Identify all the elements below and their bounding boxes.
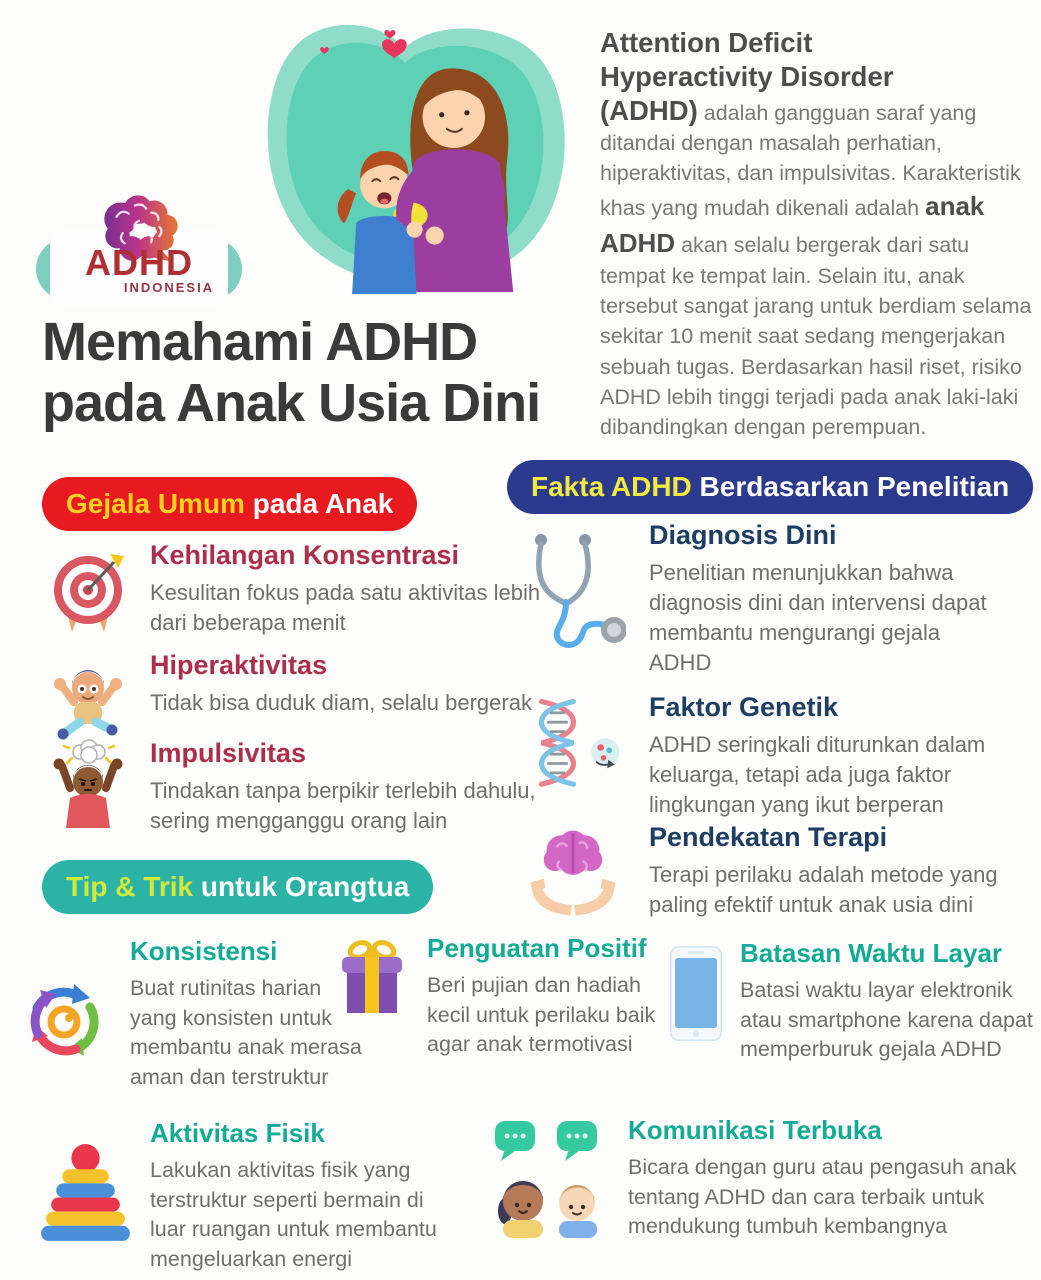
tip-desc: Buat rutinitas harian yang konsisten untuk membantu anak merasa aman dan terstruktur xyxy=(130,976,362,1089)
symptom-desc: Tindakan tanpa berpikir terlebih dahulu, sering mengganggu orang lain xyxy=(150,778,536,833)
logo-subtitle: INDONESIA xyxy=(123,280,215,295)
page-title xyxy=(42,312,540,434)
logo-wordmark: ADHD xyxy=(85,242,193,283)
intro-heading-line2: Hyperactivity Disorder xyxy=(600,61,894,93)
hyperactive-child-icon xyxy=(42,650,134,742)
circular-arrows-icon xyxy=(14,970,114,1093)
tips-badge-rest: untuk Orangtua xyxy=(193,871,410,902)
tip-title: Aktivitas Fisik xyxy=(150,1118,325,1148)
impulsive-child-icon xyxy=(42,738,134,836)
symptom-item-impulsivitas xyxy=(42,738,580,836)
facts-section-badge xyxy=(507,460,1033,514)
brain-in-hands-icon xyxy=(519,822,627,924)
gift-icon xyxy=(333,937,411,1060)
smartphone-icon xyxy=(668,946,724,1065)
stethoscope-icon xyxy=(519,530,627,678)
tip-title: Penguatan Positif xyxy=(427,933,647,963)
tip-desc: Bicara dengan guru atau pengasuh anak tentang ADHD dan cara terbaik untuk mendukung tumbuh kembangnya xyxy=(628,1155,1017,1239)
tip-item-komunikasi xyxy=(490,1115,1023,1242)
fact-title: Faktor Genetik xyxy=(649,692,839,722)
symptom-title: Impulsivitas xyxy=(150,738,307,768)
tip-item-batasan xyxy=(668,938,1035,1065)
symptom-desc: Kesulitan fokus pada satu aktivitas lebih dari beberapa menit xyxy=(150,580,541,635)
target-icon xyxy=(42,546,134,638)
mother-child-illustration xyxy=(243,8,571,300)
symptoms-section-badge xyxy=(42,477,417,531)
symptom-title: Hiperaktivitas xyxy=(150,650,328,680)
intro-heading-adhd: (ADHD) xyxy=(600,95,698,127)
symptom-title: Kehilangan Konsentrasi xyxy=(150,540,460,570)
tip-title: Batasan Waktu Layar xyxy=(740,938,1003,968)
fact-item-terapi xyxy=(519,822,1039,924)
symptom-item-konsentrasi xyxy=(42,540,550,638)
tip-item-konsistensi xyxy=(14,936,368,1093)
symptom-desc: Tidak bisa duduk diam, selalu bergerak xyxy=(150,690,532,715)
intro-paragraph xyxy=(600,26,1034,442)
fact-desc: ADHD seringkali diturunkan dalam keluarga, tetapi ada juga faktor lingkungan yang ikut berperan xyxy=(649,732,986,817)
facts-badge-highlight: Fakta ADHD xyxy=(531,471,692,502)
facts-badge-rest: Berdasarkan Penelitian xyxy=(691,471,1010,502)
tip-item-aktivitas xyxy=(38,1118,465,1275)
fact-desc: Penelitian menunjukkan bahwa diagnosis dini dan intervensi dapat membantu mengurangi gejala ADHD xyxy=(649,560,987,675)
intro-heading-line1: Attention Deficit xyxy=(600,27,813,58)
page-title-line2: pada Anak Usia Dini xyxy=(42,373,541,434)
tips-badge-highlight: Tip & Trik xyxy=(66,871,194,902)
tip-item-penguatan xyxy=(333,933,672,1060)
stacking-rings-icon xyxy=(38,1142,134,1275)
intro-highlight: anak ADHD xyxy=(600,191,985,258)
fact-desc: Terapi perilaku adalah metode yang paling efektif untuk anak usia dini xyxy=(649,862,998,917)
tip-title: Komunikasi Terbuka xyxy=(628,1115,882,1145)
symptoms-badge-highlight: Gejala Umum xyxy=(66,488,245,519)
page-title-line1: Memahami ADHD xyxy=(42,312,478,372)
fact-item-genetik xyxy=(519,692,1014,820)
fact-title: Diagnosis Dini xyxy=(649,520,837,550)
fact-item-diagnosis xyxy=(519,520,994,678)
tip-desc: Batasi waktu layar elektronik atau smartphone karena dapat memperburuk gejala ADHD xyxy=(740,978,1033,1062)
tip-desc: Lakukan aktivitas fisik yang terstruktur seperti bermain di luar ruangan untuk membantu mengeluarkan energi xyxy=(150,1158,437,1271)
intro-body-2: akan selalu bergerak dari satu tempat ke tempat lain. Selain itu, anak tersebut sangat jarang untuk berdiam selama sekitar 10 menit saat sedang mengerjakan sebuah tugas. Berdasarkan hasil riset, risiko ADHD lebih tinggi terjadi pada anak laki-laki dibandingkan dengan perempuan. xyxy=(600,232,1032,439)
tip-title: Konsistensi xyxy=(130,936,278,966)
children-talking-icon xyxy=(490,1117,612,1242)
symptoms-badge-rest: pada Anak xyxy=(244,488,394,519)
symptom-item-hiperaktivitas xyxy=(42,650,570,742)
intro-body-1: adalah gangguan saraf yang ditandai dengan masalah perhatian, hiperaktivitas, dan impulsivitas. Karakteristik khas yang mudah dikenali adalah xyxy=(600,101,1021,221)
adhd-indonesia-logo xyxy=(36,192,242,312)
dna-icon xyxy=(519,692,627,820)
tips-section-badge xyxy=(42,860,433,914)
fact-title: Pendekatan Terapi xyxy=(649,822,888,852)
tip-desc: Beri pujian dan hadiah kecil untuk perilaku baik agar anak termotivasi xyxy=(427,973,656,1057)
